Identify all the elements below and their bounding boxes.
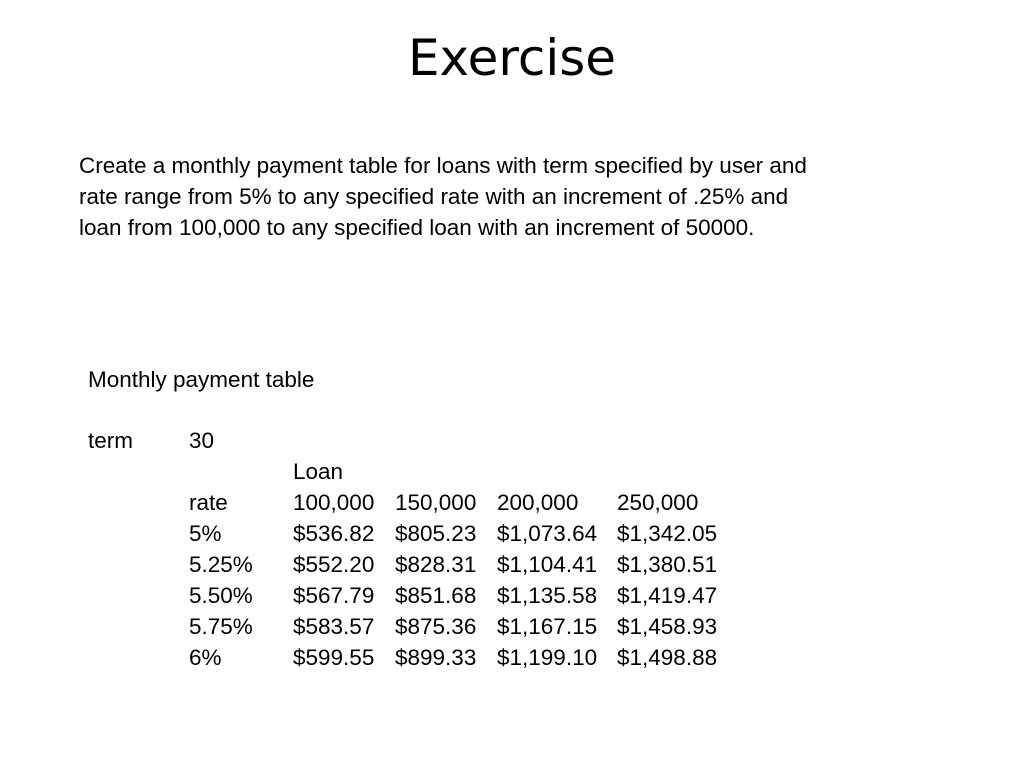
loan-amount-header: 150,000 (395, 490, 477, 515)
payment-cell: $1,167.15 (497, 614, 598, 639)
loan-amount-header: 250,000 (617, 490, 699, 515)
exercise-description (79, 150, 939, 243)
payment-cell: $899.33 (395, 645, 477, 670)
payment-cell: $1,135.58 (497, 583, 598, 608)
rate-cell: 5.75% (189, 614, 253, 639)
payment-cell: $567.79 (293, 583, 375, 608)
payment-cell: $1,380.51 (617, 552, 718, 577)
term-value: 30 (189, 428, 215, 453)
payment-cell: $1,458.93 (617, 614, 718, 639)
payment-cell: $851.68 (395, 583, 477, 608)
rate-cell: 5% (189, 521, 222, 546)
payment-cell: $805.23 (395, 521, 477, 546)
description-line: rate range from 5% to any specified rate with an increment of .25% and (79, 184, 789, 209)
payment-cell: $1,104.41 (497, 552, 598, 577)
rate-cell: 5.50% (189, 583, 253, 608)
payment-cell: $1,498.88 (617, 645, 718, 670)
slide-title: Exercise (407, 29, 617, 87)
rate-header: rate (189, 490, 228, 515)
rate-cell: 5.25% (189, 552, 253, 577)
description-line: Create a monthly payment table for loans with term specified by user and (79, 153, 807, 178)
description-line: loan from 100,000 to any specified loan with an increment of 50000. (79, 215, 755, 240)
payment-cell: $1,199.10 (497, 645, 598, 670)
payment-cell: $583.57 (293, 614, 375, 639)
loan-label: Loan (293, 459, 344, 484)
table-heading: Monthly payment table (88, 367, 315, 392)
rate-cell: 6% (189, 645, 222, 670)
payment-cell: $552.20 (293, 552, 375, 577)
payment-cell: $1,419.47 (617, 583, 718, 608)
term-label: term (88, 428, 133, 453)
loan-amount-header: 100,000 (293, 490, 375, 515)
payment-cell: $875.36 (395, 614, 477, 639)
loan-amount-header: 200,000 (497, 490, 579, 515)
payment-cell: $1,073.64 (497, 521, 598, 546)
payment-cell: $1,342.05 (617, 521, 718, 546)
payment-cell: $828.31 (395, 552, 477, 577)
payment-cell: $536.82 (293, 521, 375, 546)
payment-cell: $599.55 (293, 645, 375, 670)
